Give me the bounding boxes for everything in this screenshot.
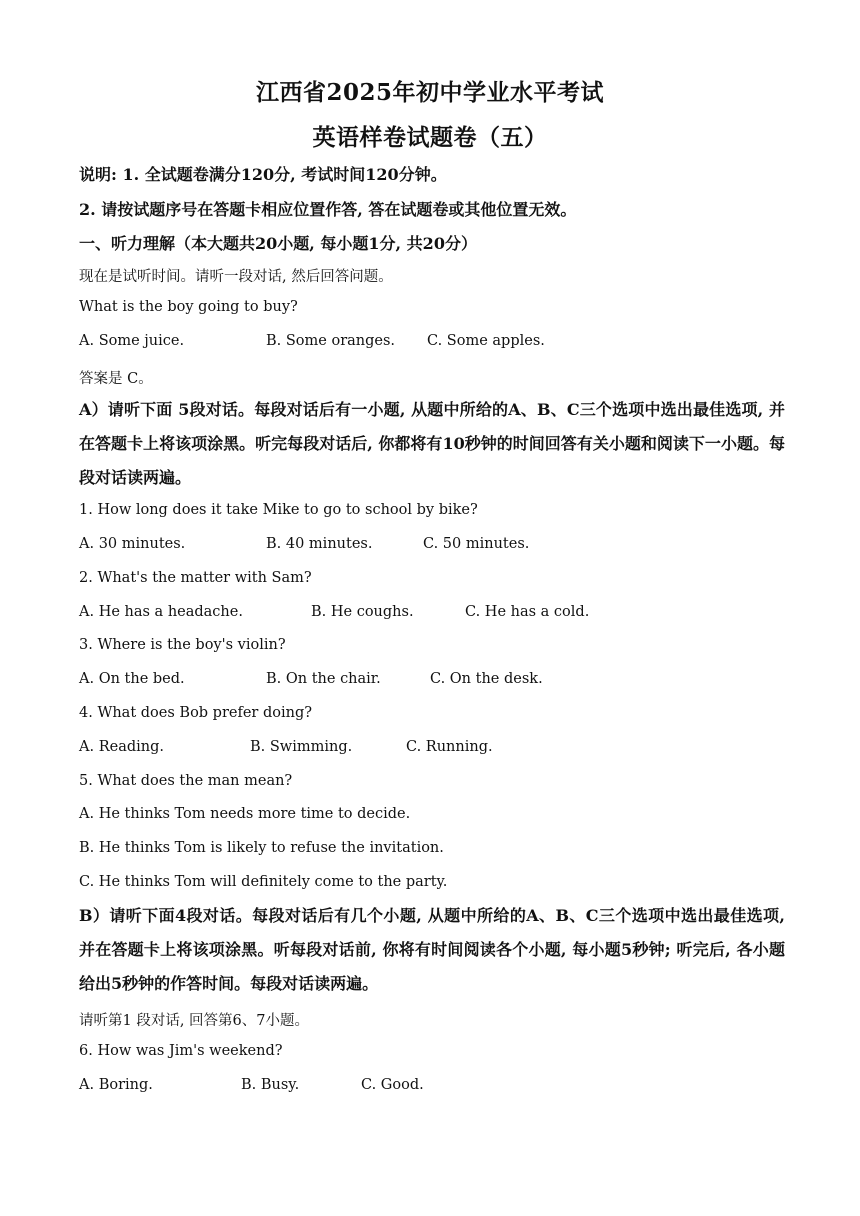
q5-option-b: B. He thinks Tom is likely to refuse the invitation. (79, 840, 444, 856)
q6-option-c: C. Good. (361, 1077, 424, 1093)
q5-option-c: C. He thinks Tom will definitely come to the party. (79, 874, 448, 890)
q6-option-a: A. Boring. (79, 1077, 153, 1093)
instruction-line-1: 说明: 1. 全试题卷满分120分, 考试时间120分钟。 (79, 165, 447, 184)
sample-question: What is the boy going to buy? (79, 299, 298, 315)
section-heading-listening: 一、听力理解（本大题共20小题, 每小题1分, 共20分） (79, 234, 477, 253)
q2-option-c: C. He has a cold. (465, 604, 590, 620)
sample-option-b: B. Some oranges. (266, 333, 396, 349)
q1-option-b: B. 40 minutes. (266, 536, 373, 552)
q2-option-a: A. He has a headache. (79, 604, 243, 620)
dialogue-1-intro: 请听第1 段对话, 回答第6、7小题。 (79, 1013, 310, 1029)
question-2: 2. What's the matter with Sam? (79, 570, 312, 586)
question-4: 4. What does Bob prefer doing? (79, 705, 313, 721)
question-1: 1. How long does it take Mike to go to school by bike? (79, 502, 478, 518)
exam-subtitle: 英语样卷试题卷（五） (312, 124, 548, 151)
part-a-instruction: A）请听下面 5段对话。每段对话后有一小题, 从题中所给的A、B、C三个选项中选出最佳选项, 并在答题卡上将该项涂黑。听完每段对话后, 你都将有10秒钟的时间回答有关小题和阅读下一小题。每段对话读两遍。 (79, 400, 785, 487)
question-5: 5. What does the man mean? (79, 773, 293, 789)
q4-option-b: B. Swimming. (250, 739, 353, 755)
sample-intro: 现在是试听时间。请听一段对话, 然后回答问题。 (79, 269, 393, 285)
q6-option-b: B. Busy. (241, 1077, 300, 1093)
q1-option-c: C. 50 minutes. (423, 536, 530, 552)
part-b-instruction: B）请听下面4段对话。每段对话后有几个小题, 从题中所给的A、B、C三个选项中选出最佳选项, 并在答题卡上将该项涂黑。听每段对话前, 你将有时间阅读各个小题, 每小题5秒钟; 听完后, 各小题给出5秒钟的作答时间。每段对话读两遍。 (79, 906, 785, 993)
question-3: 3. Where is the boy's violin? (79, 637, 286, 653)
q4-option-c: C. Running. (406, 739, 493, 755)
q3-option-c: C. On the desk. (430, 671, 543, 687)
sample-answer: 答案是 C。 (79, 371, 153, 387)
q2-option-b: B. He coughs. (311, 604, 414, 620)
q3-option-b: B. On the chair. (266, 671, 381, 687)
q4-option-a: A. Reading. (79, 739, 164, 755)
exam-title: 江西省2025年初中学业水平考试 (255, 79, 604, 106)
sample-option-c: C. Some apples. (427, 333, 545, 349)
q5-option-a: A. He thinks Tom needs more time to decide. (79, 806, 411, 822)
instruction-line-2: 2. 请按试题序号在答题卡相应位置作答, 答在试题卷或其他位置无效。 (79, 200, 577, 219)
question-6: 6. How was Jim's weekend? (79, 1043, 283, 1059)
q3-option-a: A. On the bed. (79, 671, 185, 687)
sample-option-a: A. Some juice. (79, 333, 185, 349)
q1-option-a: A. 30 minutes. (79, 536, 186, 552)
